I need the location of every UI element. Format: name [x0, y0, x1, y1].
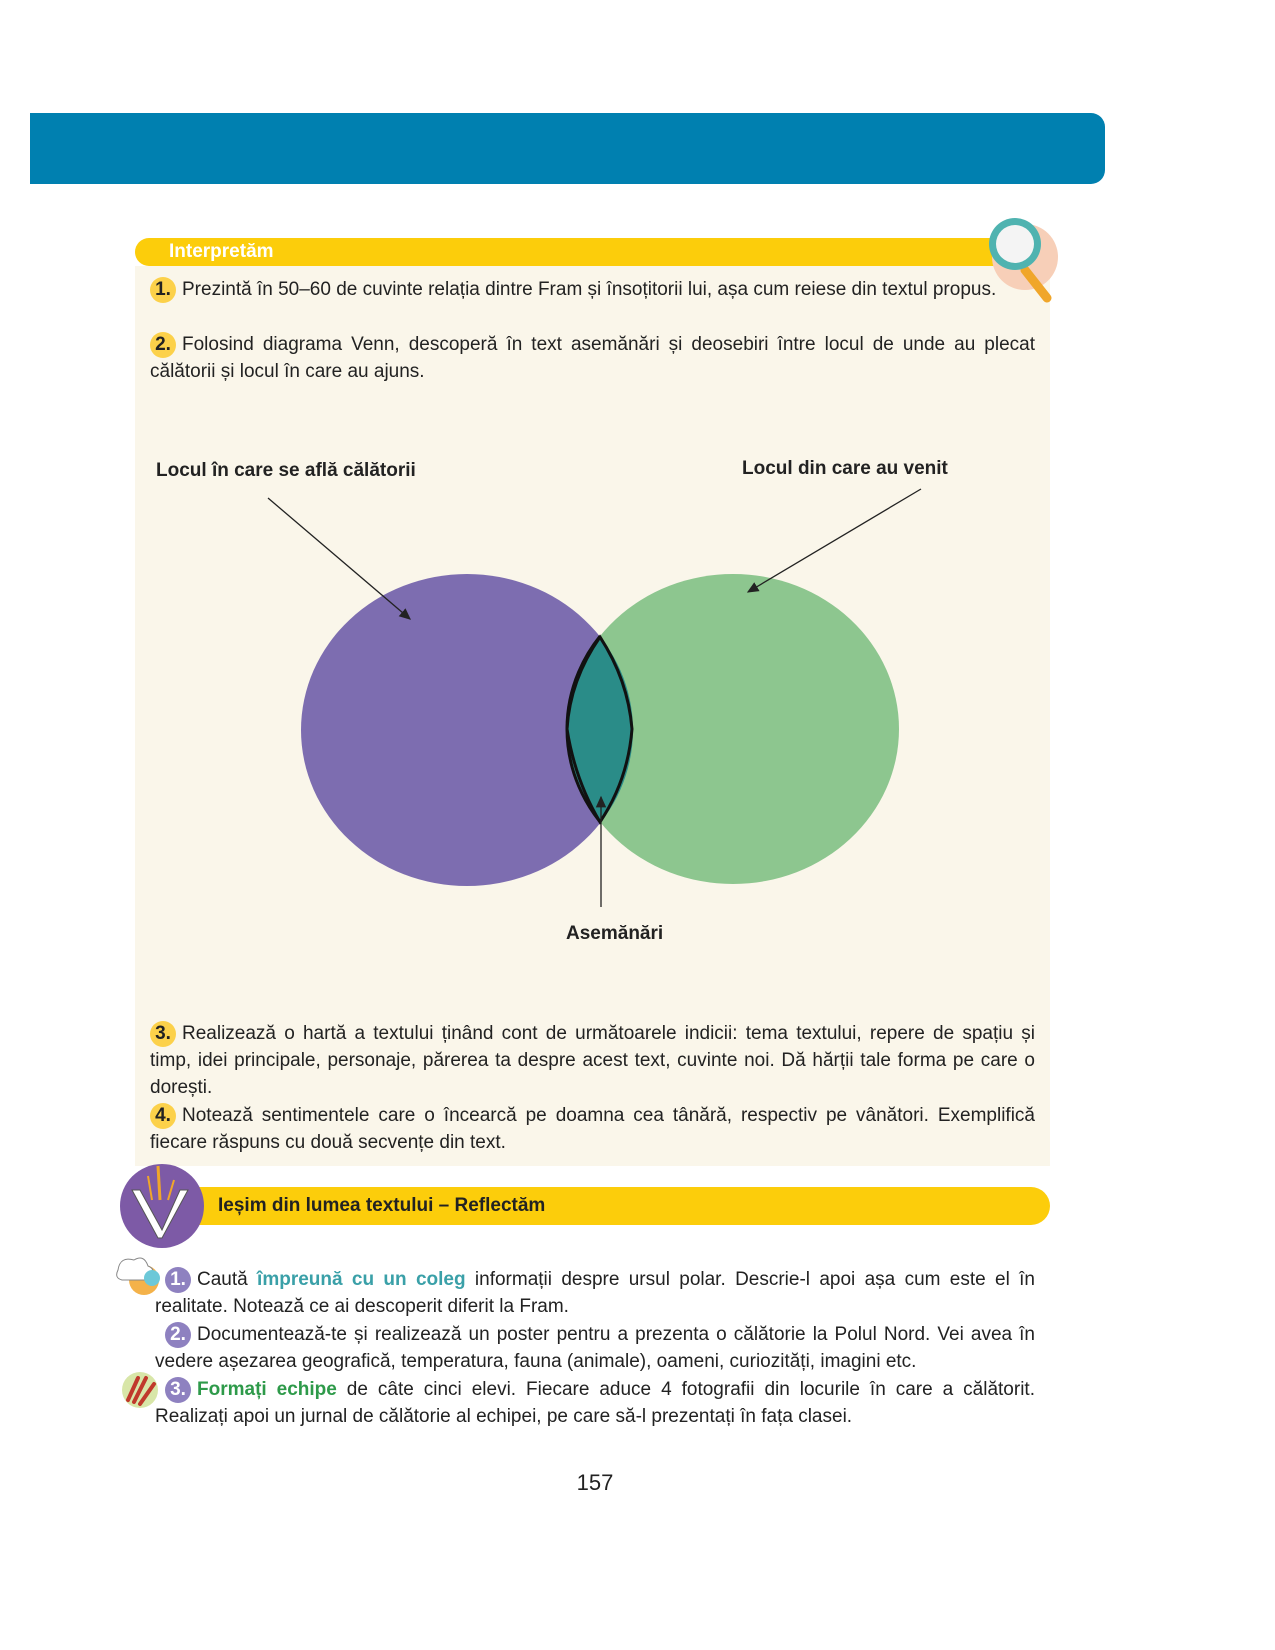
- reflect-task-3: [155, 1376, 1035, 1430]
- arrow-left: [268, 498, 410, 619]
- venn-center-label: Asemănări: [566, 923, 664, 944]
- task-text: Notează sentimentele care o încearcă pe doamna cea tânără, respectiv pe vânători. Exemplifică fiecare răspuns cu două secvențe din text.: [150, 1105, 1035, 1153]
- task-text: de câte cinci elevi. Fiecare aduce 4 fotografii din locurile în care a călătorit. Realizați apoi un jurnal de călătorie al echipei, pe care să-l prezentați în fața clasei.: [155, 1379, 1035, 1427]
- arrow-right: [748, 489, 921, 592]
- reflect-task-1: [155, 1266, 1035, 1320]
- task-number: 4.: [150, 1103, 176, 1129]
- task-text: Prezintă în 50–60 de cuvinte relația dintre Fram și însoțitorii lui, așa cum reiese din textul propus.: [182, 279, 997, 300]
- section-title: Interpretăm: [169, 241, 274, 262]
- task-number: 1.: [150, 277, 176, 303]
- task-number: 2.: [165, 1322, 191, 1348]
- section-header-reflect: [150, 1187, 1050, 1225]
- task-text: Realizează o hartă a textului ținând cont de următoarele indicii: tema textului, repere de spațiu și timp, idei principale, personaje, părerea ta despre acest text, cuvinte noi. Dă hărții tale forma pe care o dorești.: [150, 1023, 1035, 1098]
- task-number: 3.: [165, 1377, 191, 1403]
- task-text: Documentează-te și realizează un poster pentru a prezenta o călătorie la Polul Nord. Vei avea în vedere așezarea geografică, temperatura, fauna (animale), oameni, curiozități, imagini etc.: [155, 1324, 1035, 1372]
- open-book-icon: [118, 1160, 208, 1250]
- task-highlight: împreună cu un coleg: [257, 1269, 466, 1290]
- page-number: 157: [576, 1470, 614, 1495]
- task-text: Folosind diagrama Venn, descoperă în text asemănări și deosebiri între locul de unde au plecat călătorii și locul în care au ajuns.: [150, 334, 1035, 382]
- section-title: Ieșim din lumea textului – Reflectăm: [218, 1195, 546, 1216]
- task-3: [150, 1020, 1035, 1101]
- reflect-task-2: [155, 1321, 1035, 1375]
- task-highlight: Formați echipe: [197, 1379, 337, 1400]
- task-text: Caută: [197, 1269, 258, 1290]
- venn-left-label: Locul în care se află călătorii: [156, 460, 416, 481]
- task-text: informații despre ursul polar. Descrie-l apoi așa cum este el în realitate. Notează ce ai descoperit diferit la Fram.: [155, 1269, 1035, 1317]
- venn-right-label: Locul din care au venit: [742, 458, 948, 479]
- task-number: 3.: [150, 1021, 176, 1047]
- task-number: 1.: [165, 1267, 191, 1293]
- task-4: [150, 1102, 1035, 1156]
- task-number: 2.: [150, 332, 176, 358]
